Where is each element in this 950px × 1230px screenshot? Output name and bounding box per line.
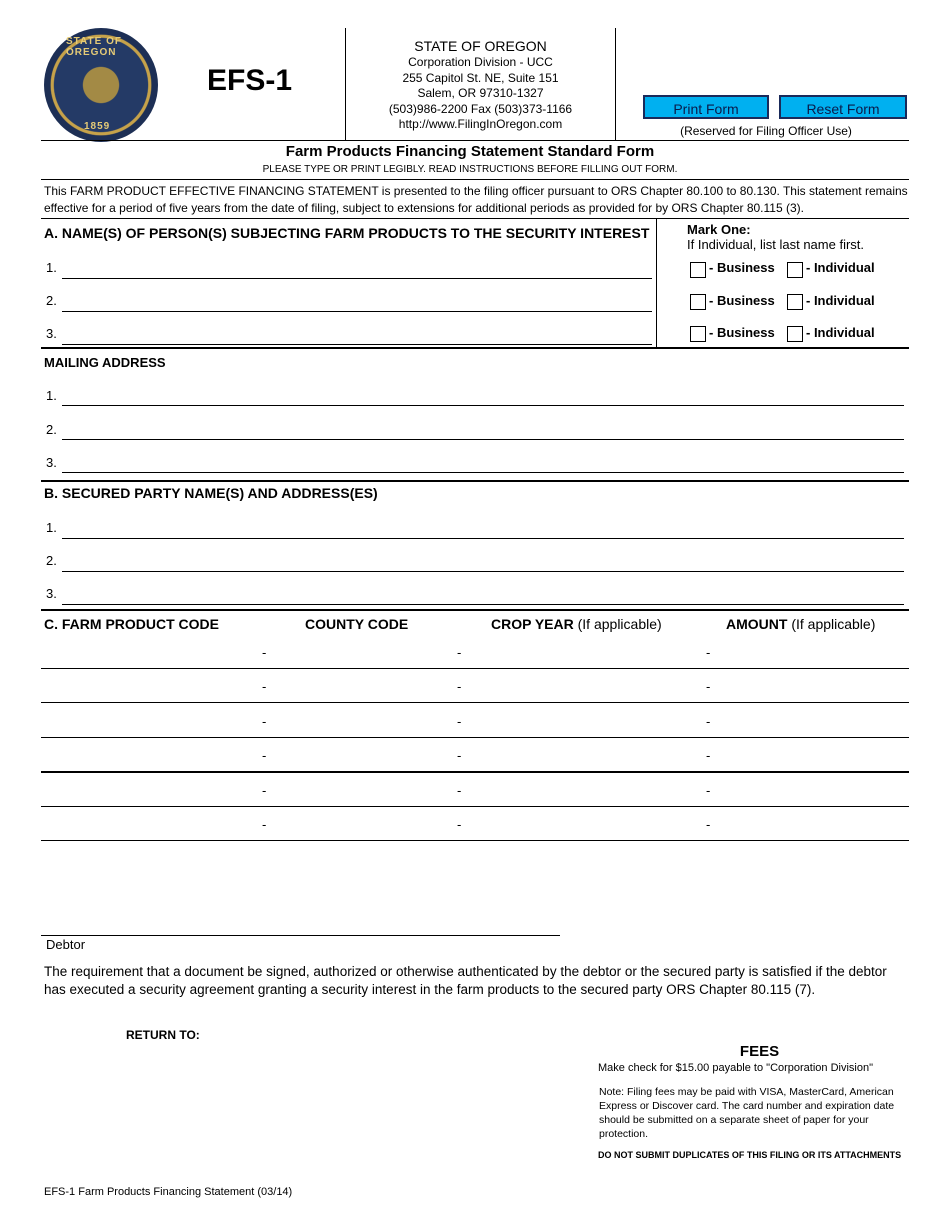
address-row-label: 2.	[46, 422, 57, 437]
table-row[interactable]	[41, 771, 909, 773]
form-id: EFS-1	[207, 64, 293, 97]
business-label: - Business	[709, 325, 775, 340]
table-dash: -	[706, 748, 711, 764]
debtor-name-1-field[interactable]	[62, 260, 652, 279]
individual-label: - Individual	[806, 293, 875, 308]
debtor-name-2-field[interactable]	[62, 293, 652, 312]
table-dash: -	[706, 679, 711, 695]
fees-card-note: Note: Filing fees may be paid with VISA, MasterCard, American Express or Discover card. The card number and expiration date should be submitted on a separate sheet of paper for your protection.	[599, 1086, 895, 1140]
crop-year-header	[491, 616, 662, 632]
table-dash: -	[262, 782, 267, 798]
farm-product-code-header: C. FARM PRODUCT CODE	[44, 616, 219, 632]
office-phone: (503)986-2200 Fax (503)373-1166	[388, 101, 573, 116]
section-b-heading: B. SECURED PARTY NAME(S) AND ADDRESS(ES)	[44, 485, 378, 501]
table-dash: -	[457, 645, 462, 660]
return-to-label: RETURN TO:	[126, 1028, 200, 1042]
table-dash: -	[457, 782, 462, 798]
duplicate-warning: DO NOT SUBMIT DUPLICATES OF THIS FILING OR ITS ATTACHMENTS	[598, 1150, 902, 1160]
seal-top-text: STATE OF OREGON	[66, 36, 122, 58]
office-city: Salem, OR 97310-1327	[417, 86, 544, 100]
table-dash: -	[706, 713, 711, 729]
mark-one-hint: If Individual, list last name first.	[687, 237, 865, 252]
table-row[interactable]	[41, 702, 909, 703]
address-row-label: 1.	[46, 388, 57, 403]
oregon-state-seal	[44, 28, 158, 142]
form-title: Farm Products Financing Statement Standard Form	[285, 143, 655, 160]
section-a-bottom-rule	[41, 347, 909, 349]
individual-checkbox-1[interactable]	[787, 262, 803, 278]
seal-year: 1859	[84, 121, 111, 132]
debtor-signature-line[interactable]	[41, 935, 560, 936]
section-a-heading: A. NAME(S) OF PERSON(S) SUBJECTING FARM PRODUCTS TO THE SECURITY INTEREST	[44, 225, 650, 241]
office-division: Corporation Division - UCC	[408, 55, 553, 69]
mailing-address-3-field[interactable]	[62, 454, 904, 473]
reserved-note: (Reserved for Filing Officer Use)	[680, 124, 852, 138]
mailing-address-2-field[interactable]	[62, 421, 904, 440]
intro-bottom-rule	[41, 218, 909, 219]
address-row-label: 3.	[46, 455, 57, 470]
mark-one-label: Mark One:	[687, 222, 751, 237]
table-dash: -	[262, 748, 267, 764]
office-website: http://www.FilingInOregon.com	[398, 117, 563, 131]
table-row[interactable]	[41, 737, 909, 738]
amount-header	[726, 616, 875, 632]
fees-check-note: Make check for $15.00 payable to "Corporation Division"	[598, 1062, 874, 1074]
table-dash: -	[457, 817, 462, 832]
debtor-label: Debtor	[46, 937, 86, 952]
individual-label: - Individual	[806, 325, 875, 340]
table-row[interactable]	[41, 806, 909, 807]
table-dash: -	[457, 713, 462, 729]
business-checkbox-3[interactable]	[690, 326, 706, 342]
title-bottom-rule	[41, 179, 909, 180]
section-a-divider	[656, 219, 657, 347]
fees-heading: FEES	[739, 1043, 780, 1060]
requirement-paragraph: The requirement that a document be signed, authorized or otherwise authenticated by the debtor or the secured party is satisfied if the debtor has executed a security agreement granting a security interest in the farm products to the secured party ORS Chapter 80.115 (7).	[44, 964, 887, 997]
individual-checkbox-3[interactable]	[787, 326, 803, 342]
crop-year-note: (If applicable)	[573, 616, 662, 632]
secured-party-3-field[interactable]	[62, 586, 904, 605]
secured-row-label: 3.	[46, 586, 57, 601]
business-label: - Business	[709, 260, 775, 275]
table-row[interactable]	[41, 840, 909, 841]
name-row-label: 3.	[46, 326, 57, 341]
mailing-address-1-field[interactable]	[62, 387, 904, 406]
office-street: 255 Capitol St. NE, Suite 151	[402, 70, 559, 85]
amount-label: AMOUNT	[726, 616, 788, 632]
office-address	[346, 38, 615, 133]
table-dash: -	[262, 713, 267, 729]
name-row-label: 2.	[46, 293, 57, 308]
reset-form-button[interactable]: Reset Form	[779, 95, 907, 119]
table-dash: -	[706, 645, 711, 660]
county-code-header: COUNTY CODE	[305, 616, 409, 632]
office-state: STATE OF OREGON	[414, 38, 547, 54]
intro-paragraph: This FARM PRODUCT EFFECTIVE FINANCING STATEMENT is presented to the filing officer pursuant to ORS Chapter 80.100 to 80.130. This statement remains effective for a period of five years from the date of filing, subject to extensions for additional periods as provided for by ORS Chapter 80.115 (3).	[44, 184, 908, 215]
individual-label: - Individual	[806, 260, 875, 275]
secured-party-2-field[interactable]	[62, 553, 904, 572]
header-bottom-rule	[41, 140, 909, 141]
mailing-address-heading: MAILING ADDRESS	[44, 355, 166, 370]
form-subtitle: PLEASE TYPE OR PRINT LEGIBLY. READ INSTRUCTIONS BEFORE FILLING OUT FORM.	[262, 164, 678, 175]
table-dash: -	[262, 679, 267, 695]
crop-year-label: CROP YEAR	[491, 616, 574, 632]
print-form-button[interactable]: Print Form	[643, 95, 769, 119]
debtor-name-3-field[interactable]	[62, 326, 652, 345]
form-footer: EFS-1 Farm Products Financing Statement (03/14)	[44, 1186, 293, 1198]
table-dash: -	[262, 817, 267, 832]
business-checkbox-2[interactable]	[690, 294, 706, 310]
amount-note: (If applicable)	[787, 616, 876, 632]
name-row-label: 1.	[46, 260, 57, 275]
table-dash: -	[706, 817, 711, 832]
secured-party-1-field[interactable]	[62, 520, 904, 539]
business-label: - Business	[709, 293, 775, 308]
table-row[interactable]	[41, 668, 909, 669]
section-b-bottom-rule	[41, 609, 909, 611]
table-dash: -	[706, 782, 711, 798]
mailing-bottom-rule	[41, 480, 909, 482]
business-checkbox-1[interactable]	[690, 262, 706, 278]
table-dash: -	[457, 679, 462, 695]
secured-row-label: 2.	[46, 553, 57, 568]
secured-row-label: 1.	[46, 520, 57, 535]
table-dash: -	[457, 748, 462, 764]
individual-checkbox-2[interactable]	[787, 294, 803, 310]
table-dash: -	[262, 645, 267, 660]
